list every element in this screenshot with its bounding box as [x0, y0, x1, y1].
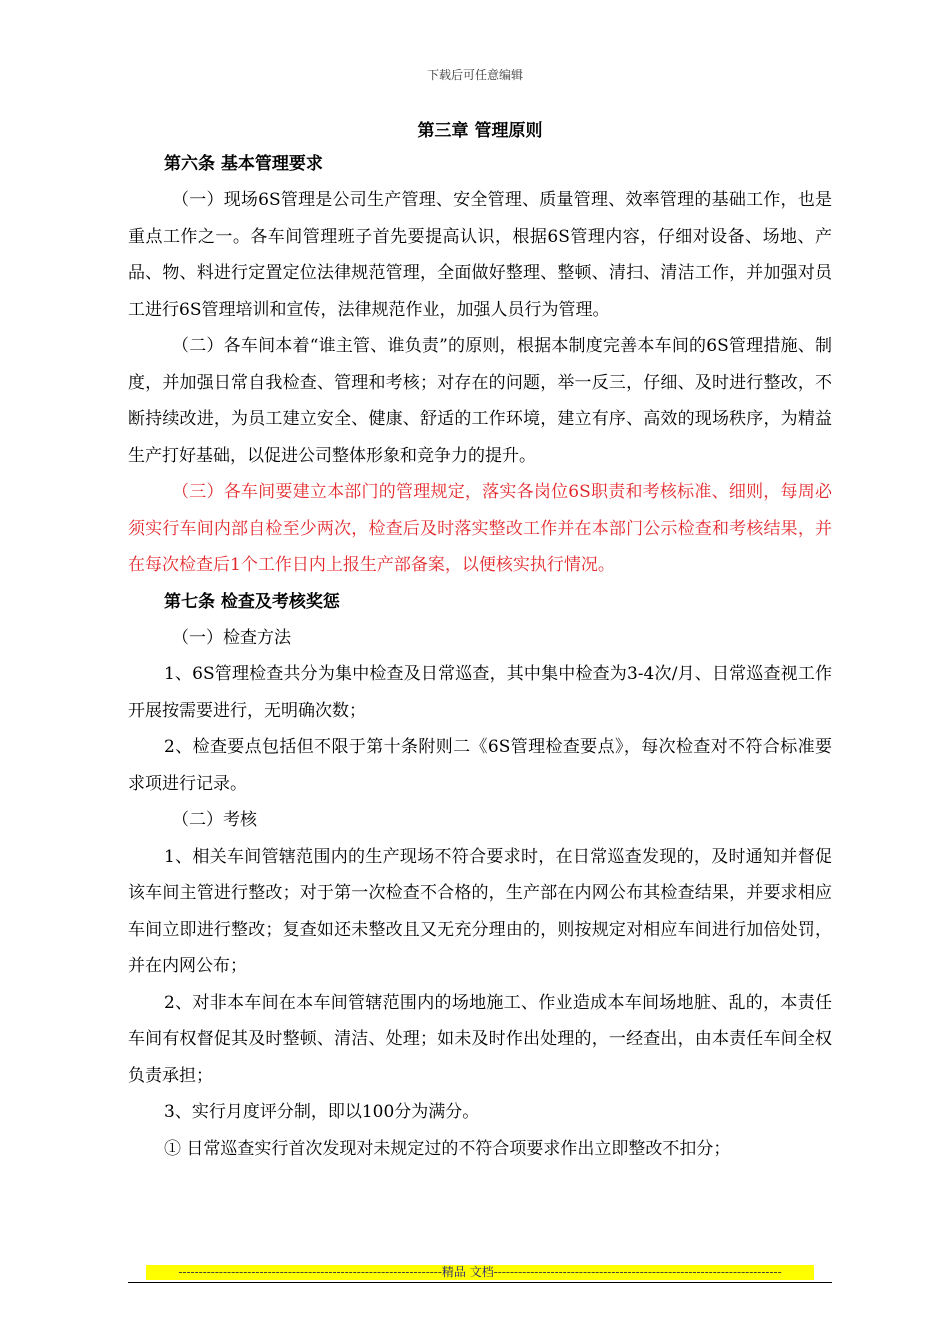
article-7-item-5: 3、实行月度评分制，即以100分为满分。 [164, 1102, 480, 1122]
footer-dashes-right: ----------------------------------------------------------------------- [493, 1265, 782, 1279]
page-header-note: 下载后可任意编辑 [426, 68, 523, 82]
footer-banner [146, 1265, 814, 1280]
article-7-item-1: 1、6S管理检查共分为集中检查及日常巡查，其中集中检查为3-4次/月、日常巡查视工作开展按需要进行，无明确次数； [128, 664, 832, 721]
article-6-paragraph-1: （一）现场6S管理是公司生产管理、安全管理、质量管理、效率管理的基础工作，也是重点工作之一。各车间管理班子首先要提高认识，根据6S管理内容，仔细对设备、场地、产品、物、料进行定置定位法律规范管理，全面做好整理、整顿、清扫、清洁工作，并加强对员工进行6S管理培训和宣传，法律规范作业，加强人员行为管理。 [128, 190, 832, 320]
article-7-subheading-inspection: （一）检查方法 [172, 627, 291, 648]
article-6-paragraph-2: （二）各车间本着“谁主管、谁负责”的原则，根据本制度完善本车间的6S管理措施、制度，并加强日常自我检查、管理和考核；对存在的问题，举一反三，仔细、及时进行整改，不断持续改进，为员工建立安全、健康、舒适的工作环境，建立有序、高效的现场秩序，为精益生产打好基础，以促进公司整体形象和竞争力的提升。 [128, 336, 832, 466]
footer-rule [128, 1282, 832, 1283]
article-6-paragraph-3-highlight: （三）各车间要建立本部门的管理规定，落实各岗位6S职责和考核标准、细则，每周必须实行车间内部自检至少两次，检查后及时落实整改工作并在本部门公示检查和考核结果，并在每次检查后1个工作日内上报生产部备案，以便核实执行情况。 [128, 482, 832, 575]
article-7-subheading-assessment: （二）考核 [172, 810, 257, 830]
article-7-title: 第七条 检查及考核奖惩 [164, 591, 340, 612]
footer-text: 精品 文档 [441, 1265, 494, 1279]
article-7-item-4: 2、对非本车间在本车间管辖范围内的场地施工、作业造成本车间场地脏、乱的，本责任车间有权督促其及时整顿、清洁、处理；如未及时作出处理的，一经查出，由本责任车间全权负责承担； [128, 992, 832, 1086]
article-7-item-2: 2、检查要点包括但不限于第十条附则二《6S管理检查要点》，每次检查对不符合标准要求项进行记录。 [128, 737, 832, 794]
chapter-title: 第三章 管理原则 [417, 121, 543, 141]
document-body [128, 116, 832, 1167]
article-6-title: 第六条 基本管理要求 [164, 154, 323, 174]
article-7-item-3: 1、相关车间管辖范围内的生产现场不符合要求时，在日常巡查发现的，及时通知并督促该车间主管进行整改；对于第一次检查不合格的，生产部在内网公布其检查结果，并要求相应车间立即进行整改；复查如还未整改且又无充分理由的，则按规定对相应车间进行加倍处罚，并在内网公布； [128, 846, 832, 976]
footer-dashes-left: ----------------------------------------------------------------- [178, 1265, 442, 1279]
article-7-item-6: ① 日常巡查实行首次发现对未规定过的不符合项要求作出立即整改不扣分； [164, 1138, 731, 1159]
